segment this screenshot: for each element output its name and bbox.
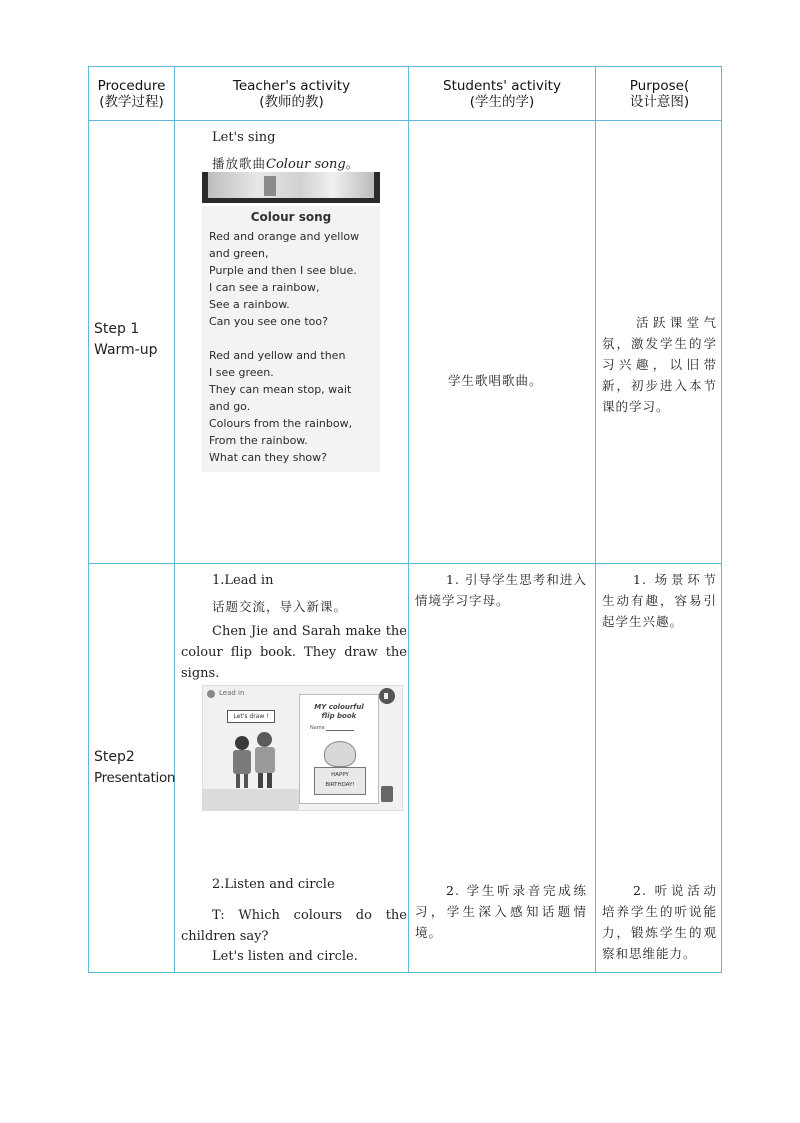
- step2-label-line: Step2: [94, 749, 135, 765]
- header-teacher: [175, 67, 408, 120]
- step2-label-line: Presentation: [94, 770, 176, 786]
- header-teacher-cn: (教师的教): [259, 93, 324, 110]
- song-line: What can they show?: [209, 451, 327, 464]
- song-lyrics-image: [202, 206, 380, 472]
- column-divider: [408, 67, 409, 972]
- step1-students-activity: 学生歌唱歌曲。: [448, 373, 543, 388]
- book-title: MY colourful: [314, 703, 364, 711]
- speech-bubble: Let's draw !: [227, 710, 275, 723]
- song-title: Colour song: [250, 210, 332, 224]
- book-name-line: [326, 730, 354, 731]
- step2-students-activity-1: 1. 引导学生思考和进入情境学习字母。: [415, 572, 587, 608]
- step1-purpose: 活跃课堂气氛，激发学生的学习兴趣，以旧带新，初步进入本节课的学习。: [602, 315, 717, 414]
- header-procedure: [89, 67, 174, 120]
- header-purpose: [596, 67, 723, 120]
- listen-heading: 2.Listen and circle: [212, 877, 335, 892]
- girl-leg: [236, 774, 240, 788]
- speaker-icon-glyph: [384, 693, 388, 699]
- lead-in-tag-icon: [207, 690, 215, 698]
- play-suffix: 。: [345, 157, 359, 172]
- song-line: Can you see one too?: [209, 315, 328, 328]
- boy-head: [257, 732, 272, 747]
- step1-label: [94, 319, 158, 361]
- header-procedure-en: Procedure: [97, 77, 166, 94]
- video-frame-image: [202, 172, 380, 203]
- lead-in-heading: 1.Lead in: [212, 573, 274, 588]
- boy-leg: [258, 773, 263, 788]
- song-lines: [209, 228, 359, 466]
- step2-label: [94, 747, 175, 789]
- boy-body: [255, 747, 275, 773]
- song-line: I can see a rainbow,: [209, 281, 320, 294]
- book-name-label: Name: [310, 725, 325, 731]
- lesson-plan-table: [88, 66, 722, 973]
- lead-in-cn: 话题交流，导入新课。: [212, 599, 348, 614]
- girl-body: [233, 750, 251, 774]
- teacher-sing-text: Let's sing: [212, 130, 276, 145]
- song-line: I see green.: [209, 366, 274, 379]
- girl-leg: [244, 774, 248, 788]
- header-students-cn: (学生的学): [469, 93, 535, 110]
- song-line: Purple and then I see blue.: [209, 264, 357, 277]
- song-line: Red and orange and yellow: [209, 230, 360, 243]
- header-purpose-cn: 设计意图): [629, 93, 690, 110]
- girl-head: [235, 736, 249, 750]
- lead-in-en: Chen Jie and Sarah make the colour flip book. They draw the signs.: [181, 624, 407, 681]
- column-divider: [595, 67, 596, 972]
- cake-icon: [314, 767, 366, 795]
- row-divider: [89, 120, 721, 121]
- song-line: From the rainbow.: [209, 434, 308, 447]
- lead-in-image: [202, 685, 403, 811]
- header-procedure-cn: (教学过程): [99, 93, 164, 110]
- header-students: [409, 67, 595, 120]
- song-line: and go.: [209, 400, 251, 413]
- play-prefix: 播放歌曲: [212, 156, 267, 171]
- column-divider: [174, 67, 175, 972]
- bear-icon: [324, 741, 356, 767]
- cake-text: BIRTHDAY!: [325, 782, 355, 788]
- step2-purpose-2: 2. 听说活动培养学生的听说能力，锻炼学生的观察和思维能力。: [602, 883, 717, 961]
- header-students-en: Students' activity: [443, 77, 561, 94]
- boy-leg: [267, 773, 272, 788]
- play-song-title: Colour song: [266, 157, 346, 172]
- step1-label-line: Step 1: [94, 321, 140, 337]
- song-line: See a rainbow.: [209, 298, 290, 311]
- book-title: flip book: [321, 712, 357, 720]
- listen-question: T: Which colours do the children say?: [181, 908, 407, 944]
- song-line: [209, 330, 359, 347]
- lead-in-tag: Lead in: [219, 689, 245, 697]
- video-frame-scene: [208, 172, 374, 198]
- header-teacher-en: Teacher's activity: [232, 77, 351, 94]
- song-line: Red and yellow and then: [209, 349, 346, 362]
- listen-instruction: Let's listen and circle.: [212, 949, 358, 964]
- step2-purpose-1: 1. 场景环节生动有趣，容易引起学生兴趣。: [602, 572, 717, 629]
- step1-label-line: Warm-up: [94, 342, 158, 358]
- step2-students-activity-2: 2. 学生听录音完成练习，学生深入感知话题情境。: [415, 883, 587, 940]
- video-figure: [264, 176, 276, 196]
- cake-text: HAPPY: [331, 772, 349, 778]
- song-line: Colours from the rainbow,: [209, 417, 353, 430]
- song-line: They can mean stop, wait: [209, 383, 352, 396]
- floor: [203, 789, 299, 810]
- header-purpose-en: Purpose(: [629, 77, 690, 94]
- song-line: and green,: [209, 247, 269, 260]
- row-divider: [89, 563, 721, 564]
- flip-book: [299, 694, 379, 804]
- page-corner-icon: [381, 786, 393, 802]
